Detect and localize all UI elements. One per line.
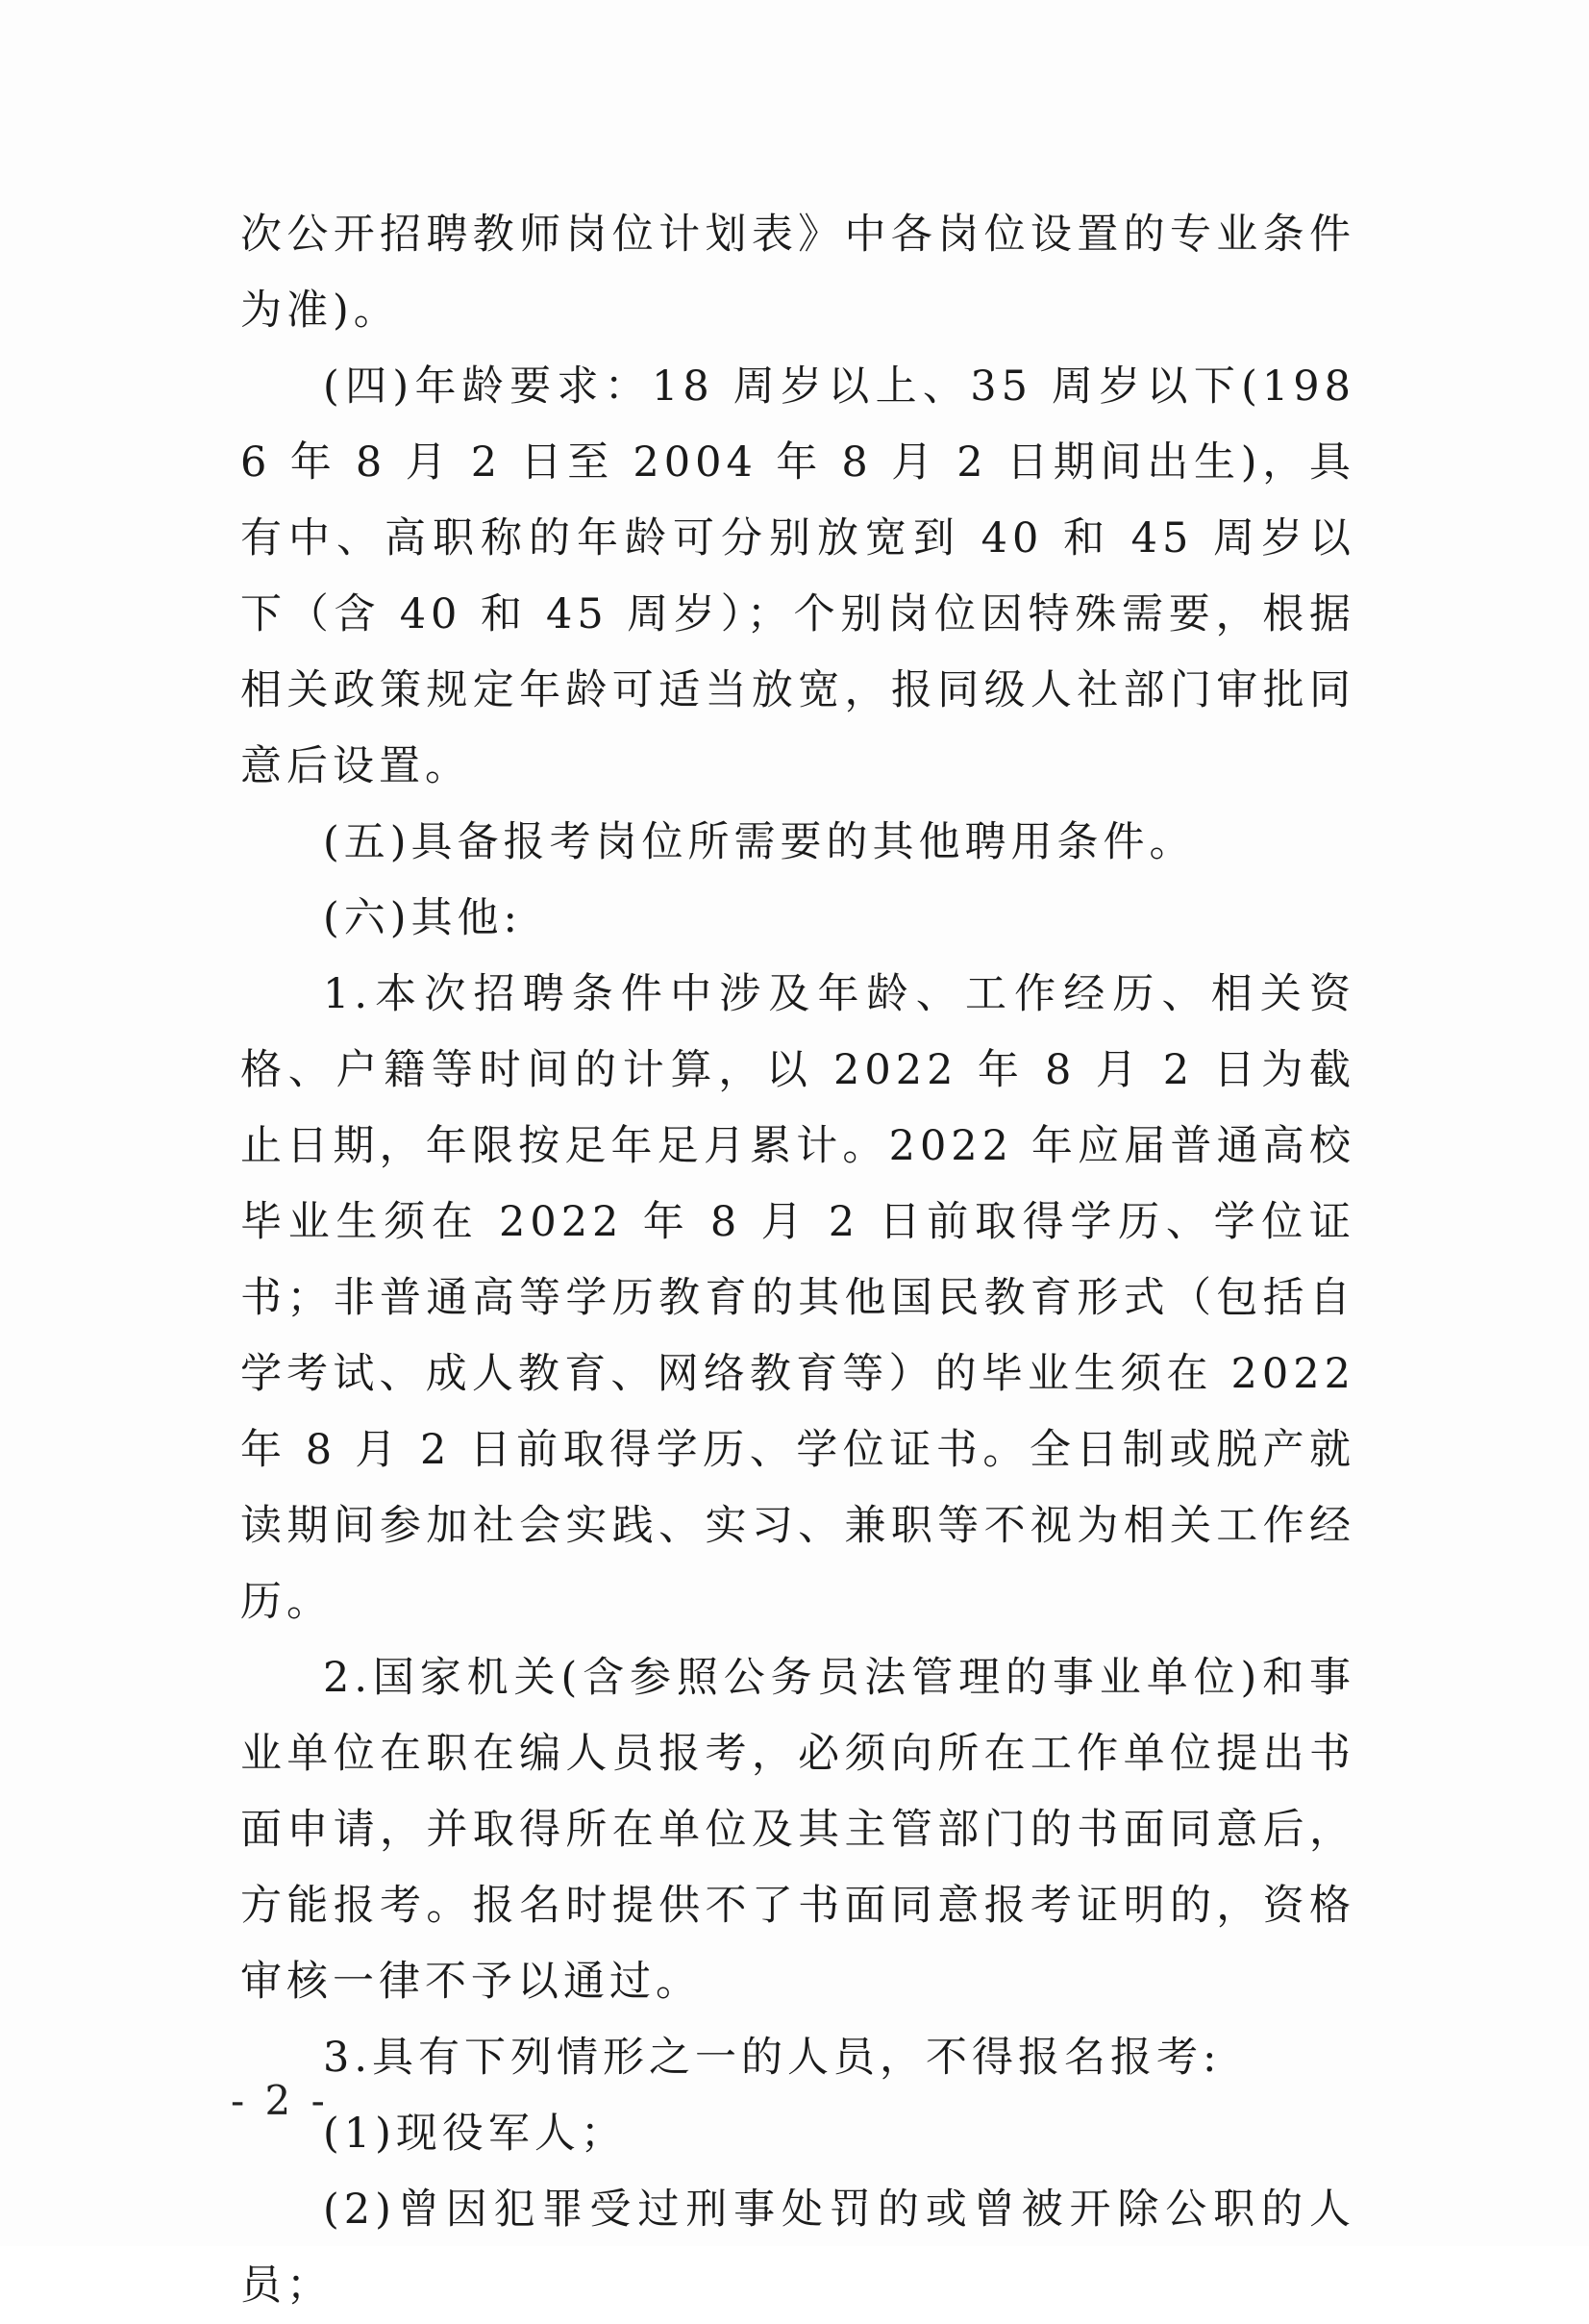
section-heading-other: (六)其他:	[323, 894, 523, 942]
list-item-criminal-record: (2)曾因犯罪受过刑事处罚的或曾被开除公职的人员；	[240, 2186, 1355, 2310]
page-number: - 2 -	[231, 2077, 329, 2124]
paragraph-item-3: 3.具有下列情形之一的人员，不得报名报考:	[323, 2034, 1222, 2082]
paragraph-continuation: 次公开招聘教师岗位计划表》中各岗位设置的专业条件为准)。	[240, 211, 1355, 335]
document-body	[240, 197, 1355, 2324]
paragraph-age-requirement: (四)年龄要求：18 周岁以上、35 周岁以下(1986 年 8 月 2 日至 2004 年 8 月 2 日期间出生)，具有中、高职称的年龄可分别放宽到 40 和 45 周岁以下（含 40 和 45 周岁）；个别岗位因特殊需要，根据相关政策规定年龄可适当放宽，报同级人社部门审批同意后设置。	[240, 362, 1355, 790]
list-item-active-military: (1)现役军人；	[323, 2110, 627, 2158]
paragraph-other-conditions: (五)具备报考岗位所需要的其他聘用条件。	[323, 818, 1196, 866]
paragraph-item-2: 2.国家机关(含参照公务员法管理的事业单位)和事业单位在职在编人员报考，必须向所在工作单位提出书面申请，并取得所在单位及其主管部门的书面同意后，方能报考。报名时提供不了书面同意报考证明的，资格审核一律不予以通过。	[240, 1654, 1355, 2006]
paragraph-item-1: 1.本次招聘条件中涉及年龄、工作经历、相关资格、户籍等时间的计算，以 2022 年 8 月 2 日为截止日期，年限按足年足月累计。2022 年应届普通高校毕业生须在 2022 年 8 月 2 日前取得学历、学位证书；非普通高等学历教育的其他国民教育形式（包括自学考试、成人教育、网络教育等）的毕业生须在 2022 年 8 月 2 日前取得学历、学位证书。全日制或脱产就读期间参加社会实践、实习、兼职等不视为相关工作经历。	[240, 970, 1355, 1626]
